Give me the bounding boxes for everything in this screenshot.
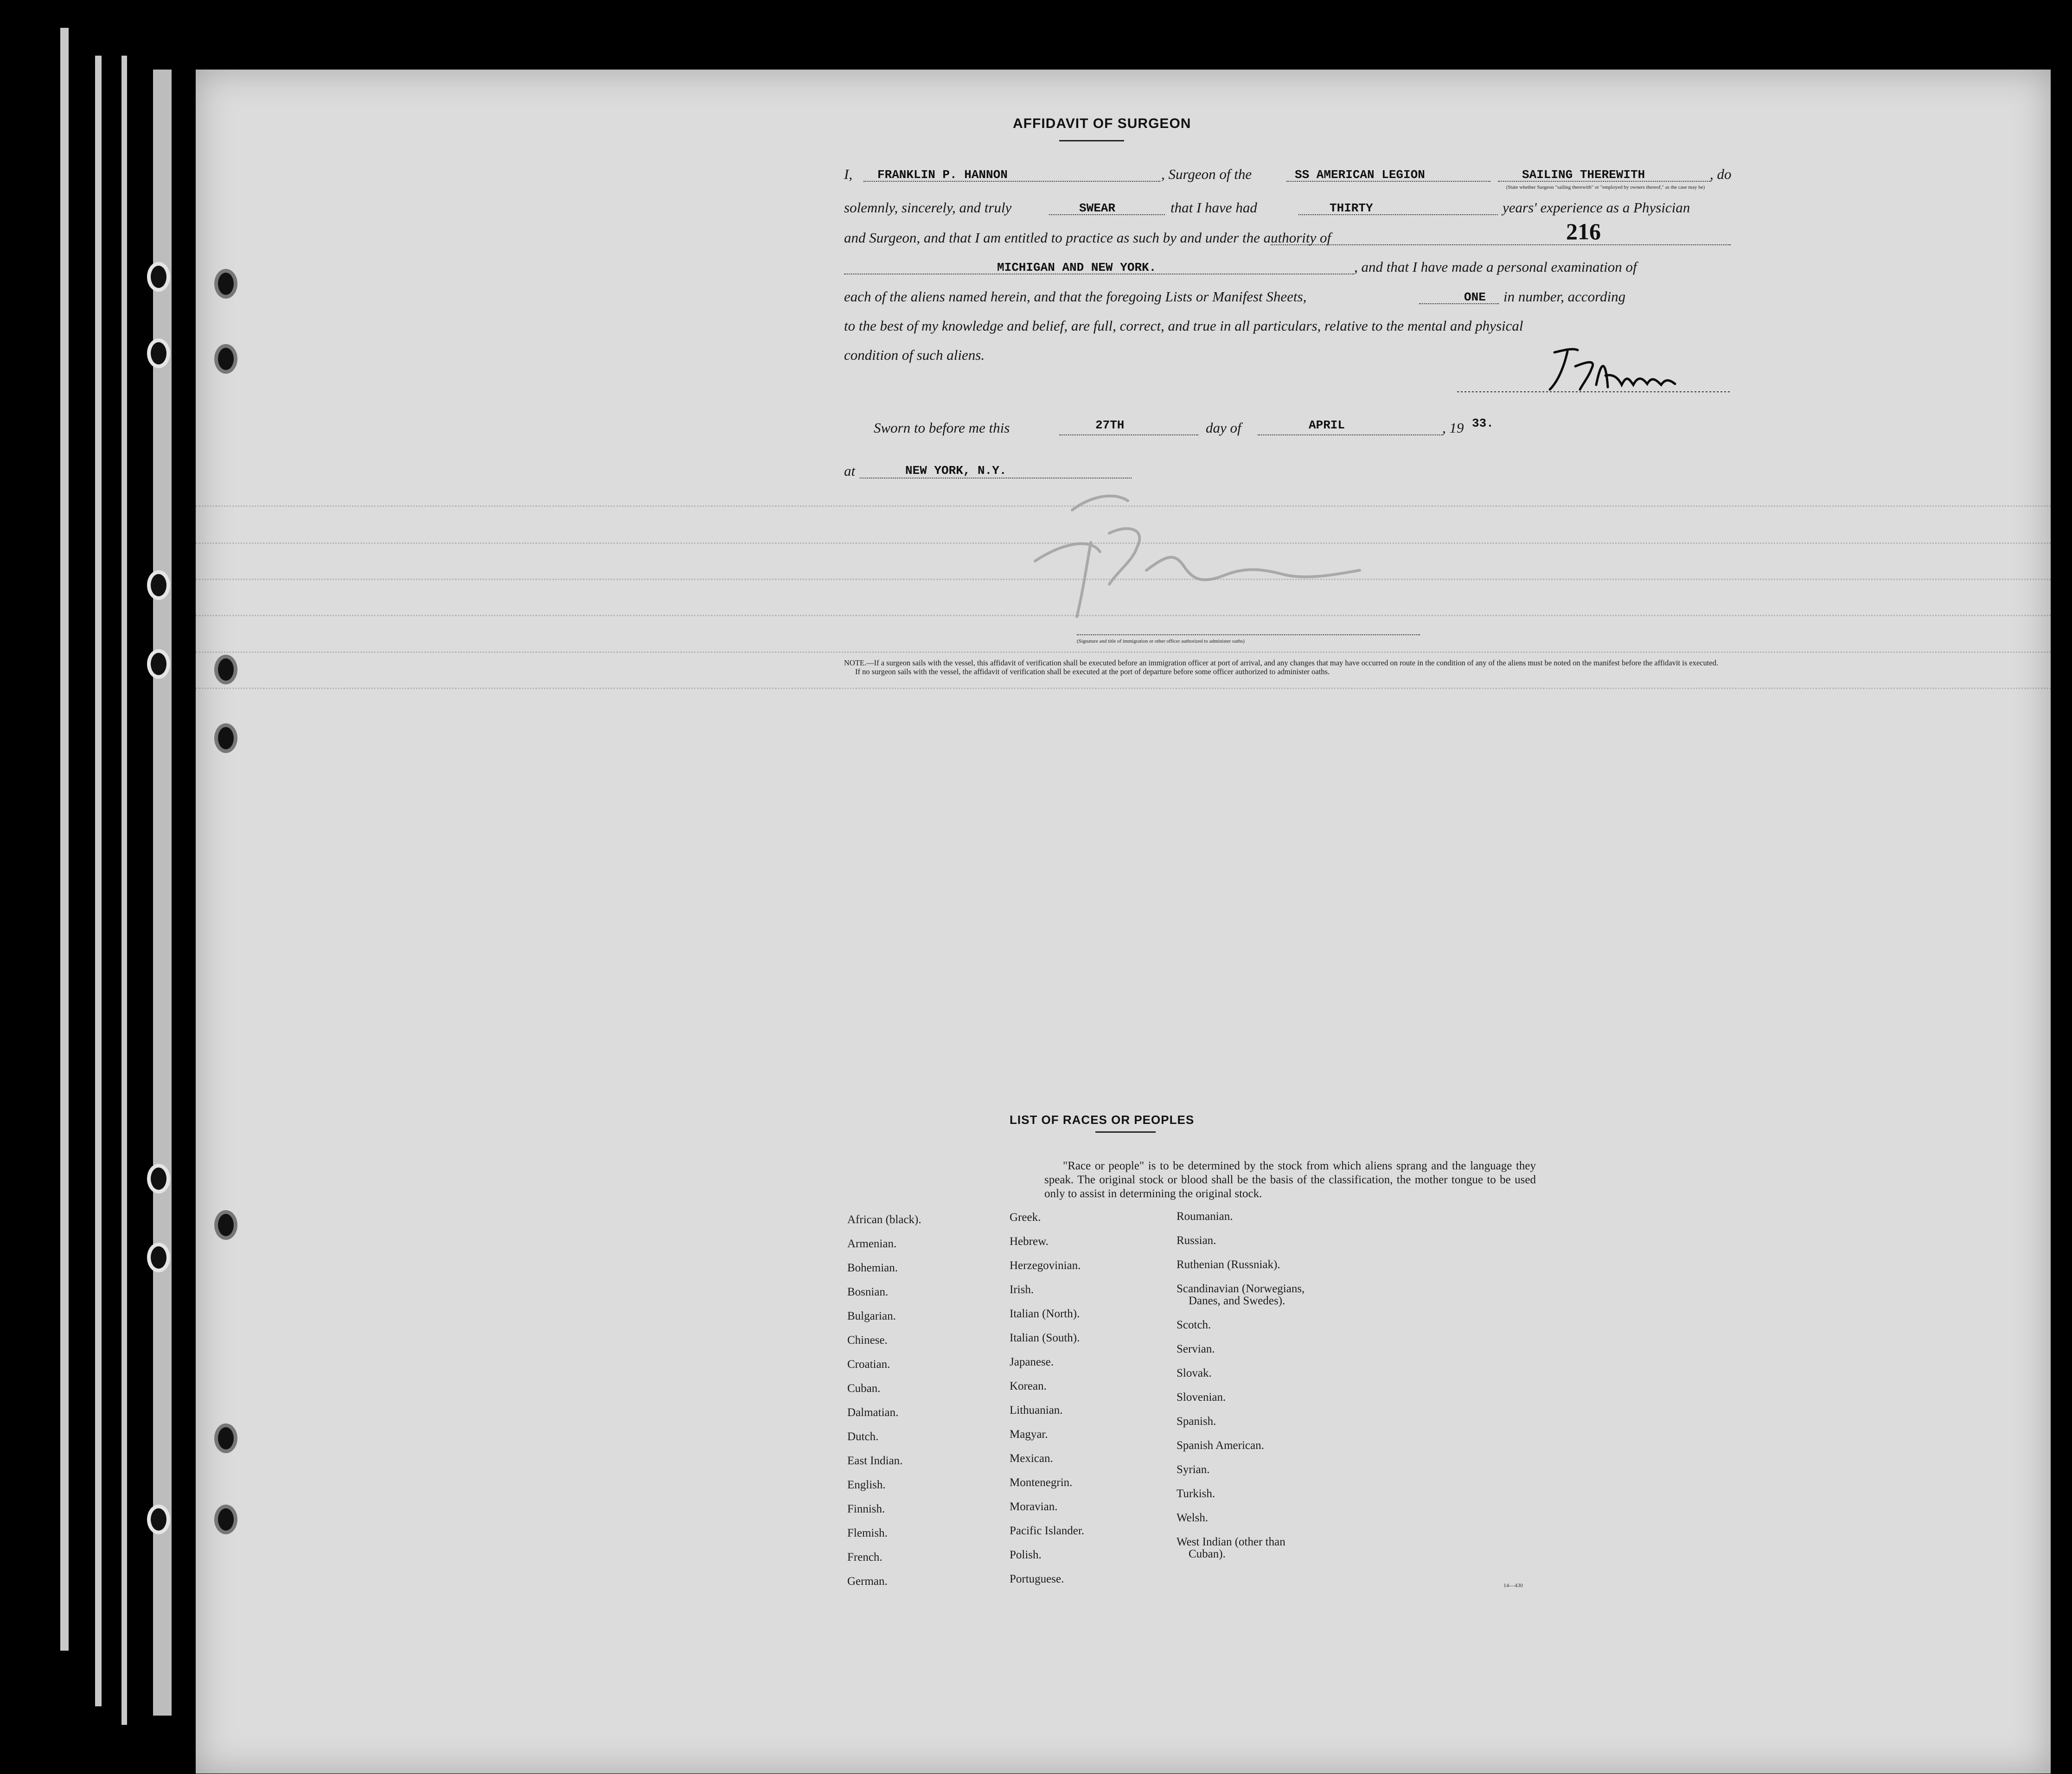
race-item: Portuguese.	[1010, 1573, 1064, 1585]
binder-hole	[214, 1210, 237, 1240]
race-item: Servian.	[1177, 1343, 1215, 1355]
race-item: Ruthenian (Russniak).	[1177, 1258, 1280, 1271]
race-item: Mexican.	[1010, 1452, 1053, 1465]
race-item: Welsh.	[1177, 1512, 1209, 1524]
race-item: Turkish.	[1177, 1487, 1215, 1500]
binder-hole	[147, 570, 170, 600]
binder-hole	[147, 262, 170, 292]
affidavit-text: solemnly, sincerely, and truly	[844, 199, 1012, 216]
race-item: Scandinavian (Norwegians,	[1177, 1283, 1305, 1295]
race-item: Lithuanian.	[1010, 1404, 1063, 1417]
sworn-text: at	[844, 463, 856, 479]
race-item: Slovak.	[1177, 1367, 1212, 1379]
surgeon-name: FRANKLIN P. HANNON	[877, 168, 1008, 182]
race-item: Bohemian.	[847, 1262, 898, 1274]
fill-line	[1258, 434, 1443, 435]
race-item: Hebrew.	[1010, 1235, 1049, 1248]
binder-hole	[147, 649, 170, 679]
race-item: West Indian (other than	[1177, 1536, 1285, 1548]
sailing-note: (State whether Surgeon "sailing therewith" or "employed by owners thereof," as the case may be)	[1506, 185, 1705, 190]
race-item: Italian (North).	[1010, 1308, 1080, 1320]
sworn-place: NEW YORK, N.Y.	[905, 464, 1007, 478]
affidavit-text: that I have had	[1170, 199, 1257, 216]
races-column-2	[1010, 1206, 1084, 1591]
note-paragraph: NOTE.—If a surgeon sails with the vessel, this affidavit of verification shall be executed before an immigration officer at port of arrival, and any changes that may have occurred on route in the condition of any of the aliens must be noted on the manifest before the affidavit is executed.	[844, 658, 1719, 667]
binder-hole	[214, 1423, 237, 1453]
binder-hole	[214, 655, 237, 684]
binder-hole	[214, 269, 237, 299]
race-item: Cuban.	[847, 1382, 881, 1395]
fill-line	[1271, 244, 1731, 245]
race-item: Korean.	[1010, 1380, 1047, 1392]
binder-hole	[214, 1505, 237, 1534]
race-item: Finnish.	[847, 1503, 885, 1515]
fill-line	[1059, 434, 1198, 435]
ship-name: SS AMERICAN LEGION	[1295, 168, 1425, 182]
binder-strip	[153, 70, 172, 1716]
race-item: Spanish American.	[1177, 1439, 1264, 1452]
affidavit-text: and Surgeon, and that I am entitled to practice as such by and under the authority of	[844, 230, 1331, 246]
races-column-1	[847, 1208, 921, 1594]
signature-caption: (Signature and title of immigration or other officer authorized to administer oaths)	[1077, 638, 1245, 644]
race-item: Bosnian.	[847, 1286, 889, 1298]
race-item: Danes, and Swedes).	[1189, 1295, 1285, 1307]
race-item: Roumanian.	[1177, 1210, 1233, 1223]
affidavit-text: , Surgeon of the	[1161, 166, 1252, 182]
race-item: Croatian.	[847, 1358, 890, 1371]
race-item: French.	[847, 1551, 883, 1563]
bleed-through-row	[196, 651, 2051, 653]
race-item: Scotch.	[1177, 1319, 1211, 1331]
authority-state: MICHIGAN AND NEW YORK.	[997, 261, 1157, 274]
races-column-3	[1177, 1205, 1305, 1560]
document-page	[196, 70, 2051, 1774]
bleed-through-row	[196, 688, 2051, 689]
race-item: Bulgarian.	[847, 1310, 896, 1322]
oath-word: SWEAR	[1079, 201, 1116, 215]
race-item: Magyar.	[1010, 1428, 1048, 1441]
sworn-day: 27TH	[1095, 418, 1125, 432]
binder-strip	[60, 28, 69, 1651]
affidavit-text: years' experience as a Physician	[1503, 199, 1690, 216]
race-item: Irish.	[1010, 1283, 1034, 1296]
binder-hole	[214, 344, 237, 374]
race-item: Moravian.	[1010, 1500, 1058, 1513]
affidavit-note	[844, 658, 1734, 676]
race-item: Flemish.	[847, 1527, 888, 1539]
races-title: LIST OF RACES OR PEOPLES	[1010, 1113, 1195, 1127]
sworn-year: 33.	[1472, 416, 1494, 430]
affidavit-text: , and that I have made a personal examination of	[1354, 259, 1637, 275]
binder-strip	[95, 56, 102, 1706]
race-item: Syrian.	[1177, 1463, 1210, 1476]
sworn-month: APRIL	[1309, 418, 1345, 432]
race-item: Greek.	[1010, 1211, 1041, 1224]
race-item: German.	[847, 1575, 888, 1588]
races-intro: "Race or people" is to be determined by the stock from which aliens sprang and the language they speak. The original stock or blood shall be the basis of the classification, the mother tongue to be used only to assist in determining the original stock.	[1044, 1160, 1536, 1200]
fill-line	[1419, 303, 1499, 304]
race-item: Chinese.	[847, 1334, 888, 1346]
race-item: African (black).	[847, 1213, 921, 1226]
affidavit-title: AFFIDAVIT OF SURGEON	[1013, 116, 1191, 131]
race-item: East Indian.	[847, 1455, 903, 1467]
affidavit-text: to the best of my knowledge and belief, are full, correct, and true in all particulars, relative to the mental and physical	[844, 318, 1523, 334]
note-paragraph: If no surgeon sails with the vessel, the affidavit of verification shall be executed at the port of departure before some officer authorized to administer oaths.	[855, 667, 1330, 676]
sailing-status: SAILING THEREWITH	[1522, 168, 1645, 182]
sworn-text: , 19	[1442, 420, 1464, 436]
race-item: Russian.	[1177, 1234, 1216, 1247]
race-item: Japanese.	[1010, 1356, 1054, 1368]
race-item: Italian (South).	[1010, 1332, 1080, 1344]
fill-line	[1298, 214, 1498, 215]
binder-strip	[122, 56, 127, 1725]
race-item: Armenian.	[847, 1238, 897, 1250]
binder-hole	[147, 338, 170, 368]
race-item: Polish.	[1010, 1549, 1042, 1561]
race-item: Slovenian.	[1177, 1391, 1226, 1404]
race-item: Montenegrin.	[1010, 1476, 1073, 1489]
officer-signature	[1007, 478, 1425, 631]
sworn-text: day of	[1206, 420, 1241, 436]
race-item: Spanish.	[1177, 1415, 1216, 1428]
race-item: Pacific Islander.	[1010, 1525, 1085, 1537]
binder-hole	[147, 1243, 170, 1272]
affidavit-text: each of the aliens named herein, and that the foregoing Lists or Manifest Sheets,	[844, 288, 1307, 305]
title-rule	[1059, 140, 1124, 141]
affidavit-text: , do	[1710, 166, 1732, 182]
affidavit-text: in number, according	[1503, 288, 1626, 305]
binder-hole	[214, 723, 237, 753]
race-item: Cuban).	[1189, 1548, 1226, 1560]
sworn-text: Sworn to before me this	[874, 420, 1010, 436]
form-code: 14—430	[1503, 1582, 1523, 1589]
binder-hole	[147, 1505, 170, 1534]
years-experience: THIRTY	[1330, 201, 1373, 215]
fill-line	[1077, 634, 1420, 635]
race-item: English.	[847, 1479, 886, 1491]
race-item: Dutch.	[847, 1430, 879, 1443]
race-item: Herzegovinian.	[1010, 1259, 1081, 1272]
binder-hole	[147, 1164, 170, 1193]
affidavit-text: condition of such aliens.	[844, 347, 985, 363]
race-item: Dalmatian.	[847, 1406, 899, 1419]
page-number: 216	[1566, 218, 1601, 244]
title-rule	[1095, 1131, 1156, 1133]
affidavit-text: I,	[844, 166, 853, 182]
surgeon-signature	[1457, 343, 1735, 399]
sheets-count: ONE	[1464, 290, 1486, 304]
